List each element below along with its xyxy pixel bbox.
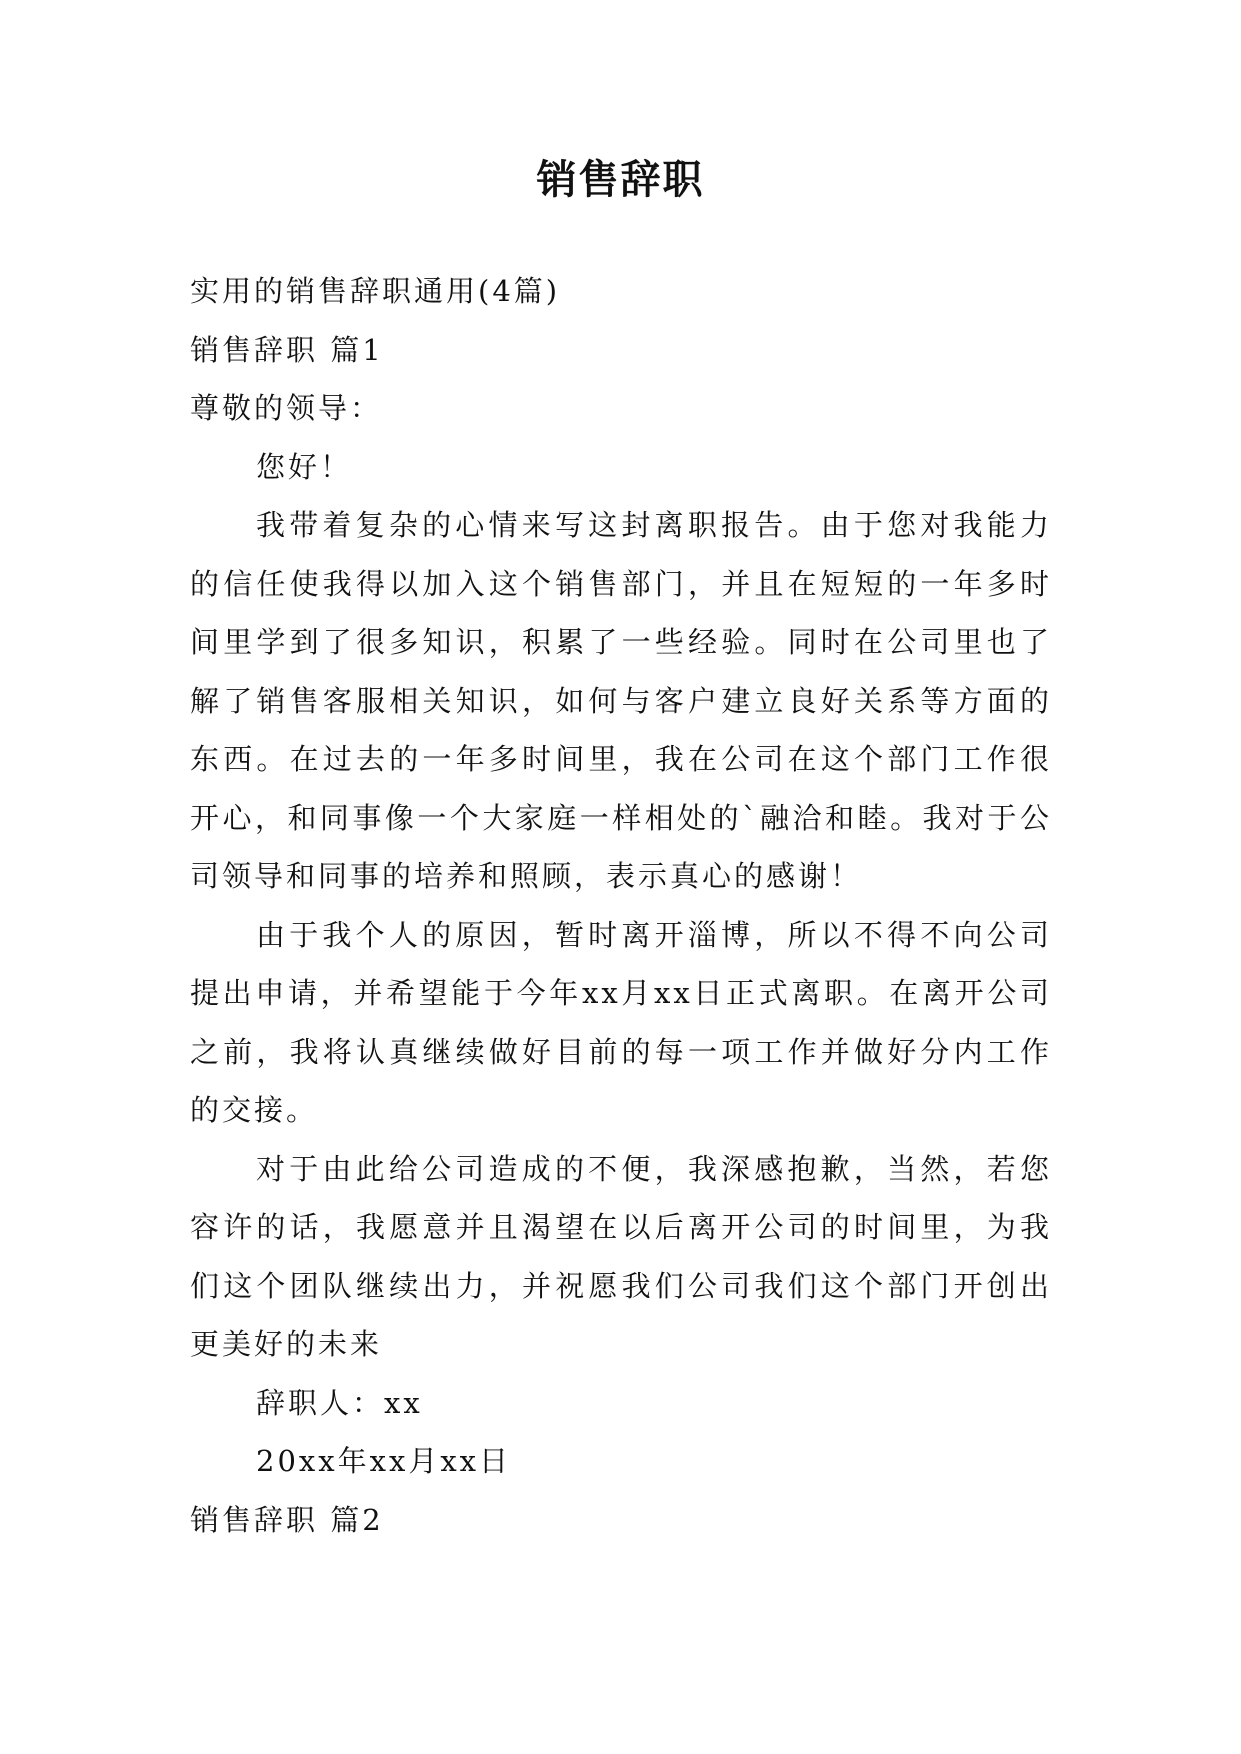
document-title: 销售辞职 (536, 157, 705, 203)
salutation: 尊敬的领导： (190, 391, 383, 425)
paragraph-3: 对于由此给公司造成的不便，我深感抱歉，当然，若您容许的话，我愿意并且渴望在以后离开公司的时间里，为我们这个团队继续出力，并祝愿我们公司我们这个部门开创出更美好的未来 (190, 1151, 1052, 1361)
section-heading-1: 销售辞职 篇1 (190, 332, 384, 367)
date: 20xx年xx月xx日 (256, 1444, 512, 1478)
paragraph-2: 由于我个人的原因，暂时离开淄博，所以不得不向公司提出申请，并希望能于今年xx月xx日正式离职。在离开公司之前，我将认真继续做好目前的每一项工作并做好分内工作的交接。 (190, 917, 1052, 1127)
document-subtitle: 实用的销售辞职通用(4篇) (190, 274, 561, 308)
signature: 辞职人：xx (256, 1385, 423, 1420)
greeting: 您好！ (256, 449, 353, 484)
section-heading-2: 销售辞职 篇2 (190, 1502, 384, 1537)
paragraph-1: 我带着复杂的心情来写这封离职报告。由于您对我能力的信任使我得以加入这个销售部门，并且在短短的一年多时间里学到了很多知识，积累了一些经验。同时在公司里也了解了销售客服相关知识，如何与客户建立良好关系等方面的东西。在过去的一年多时间里，我在公司在这个部门工作很开心，和同事像一个大家庭一样相处的`融洽和睦。我对于公司领导和同事的培养和照顾，表示真心的感谢！ (190, 508, 1052, 893)
document-body (190, 262, 1052, 1549)
